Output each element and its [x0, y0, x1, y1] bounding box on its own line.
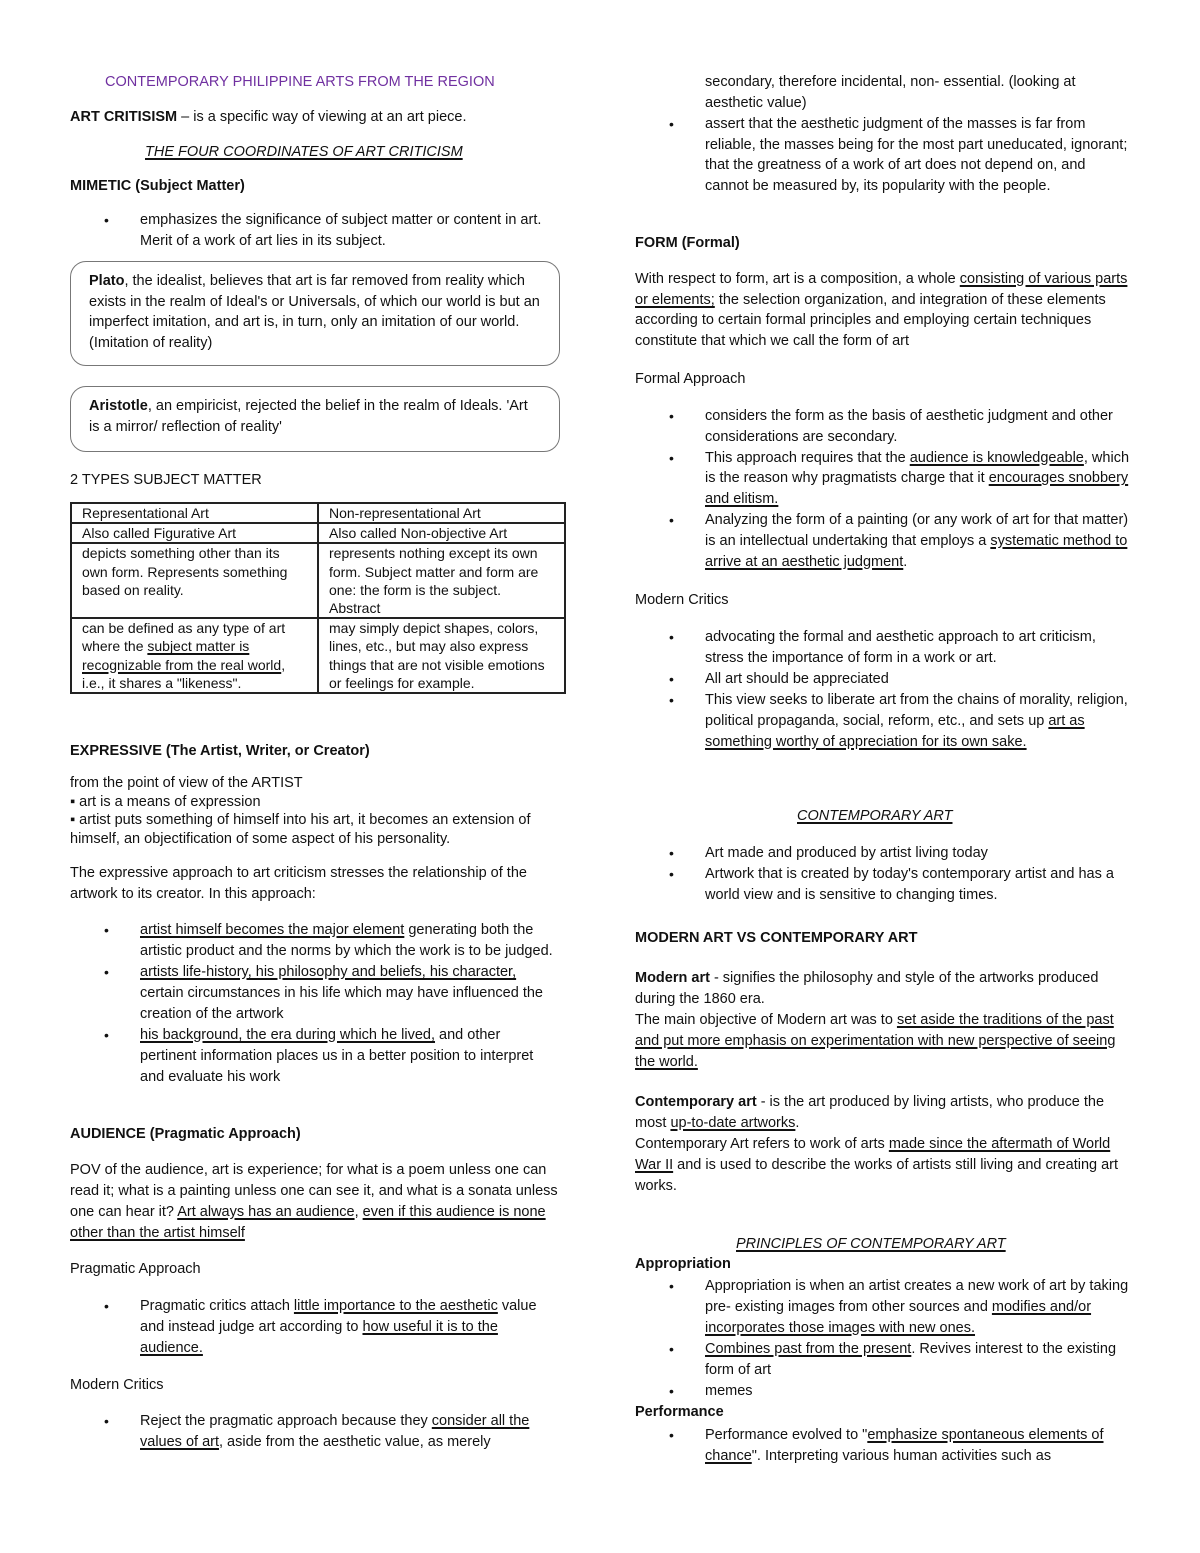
- modern-art-definition: Modern art - signifies the philosophy and style of the artworks produced during the 1860 era.: [635, 970, 1099, 1007]
- list-item: • advocating the formal and aesthetic approach to art criticism, stress the importance of form in a work or art.: [635, 627, 1130, 669]
- formal-approach-label: Formal Approach: [635, 371, 746, 387]
- form-paragraph: With respect to form, art is a composition, a whole consisting of various parts or elements; the selection organization, and integration of these elements according to certain formal principles and employing certain techniques constitute that which we call the form of art: [635, 271, 1128, 349]
- modern-critics-label-right: Modern Critics: [635, 592, 729, 608]
- expressive-intro: [70, 774, 555, 848]
- appropriation-list: [635, 1276, 1130, 1402]
- plato-text: Plato, the idealist, believes that art is far removed from reality which exists in the realm of Ideal's or Universals, of which our world is but an imperfect imitation, and art is, in turn, only an imitation of our world. (Imitation of reality): [89, 273, 540, 351]
- list-item: • Pragmatic critics attach little importance to the aesthetic value and instead judge art according to how useful it is to the audience.: [70, 1296, 550, 1359]
- table-row: [71, 618, 565, 693]
- plato-callout: [70, 261, 560, 366]
- list-item: • Performance evolved to "emphasize spontaneous elements of chance". Interpreting various human activities such as: [635, 1425, 1130, 1467]
- pragmatic-list: [70, 1296, 550, 1359]
- list-item: • assert that the aesthetic judgment of the masses is far from reliable, the masses being for the most part uneducated, ignorant; that the greatness of a work of art does not depend on, and cannot be measured by, its popularity with the people.: [635, 114, 1130, 196]
- expressive-list: [70, 920, 560, 1088]
- modern-vs-contemporary-heading: MODERN ART VS CONTEMPORARY ART: [635, 930, 918, 946]
- expressive-line: ▪ artist puts something of himself into his art, it becomes an extension of himself, an objectification of some aspect of his personality.: [70, 812, 531, 847]
- contemporary-art-heading: CONTEMPORARY ART: [797, 808, 953, 824]
- expressive-line: ▪ art is a means of expression: [70, 793, 261, 810]
- table-cell: depicts something other than its own form. Represents something based on reality.: [71, 543, 318, 618]
- audience-heading: AUDIENCE (Pragmatic Approach): [70, 1126, 301, 1142]
- contemporary-art-definition: Contemporary art - is the art produced by living artists, who produce the most up-to-date artworks.: [635, 1094, 1105, 1131]
- subject-matter-table: [70, 502, 566, 694]
- list-item: • emphasizes the significance of subject matter or content in art. Merit of a work of art lies in its subject.: [70, 210, 550, 251]
- formal-approach-list: [635, 406, 1130, 572]
- art-criticism-definition: ART CRITISISM – is a specific way of viewing at an art piece.: [70, 109, 467, 125]
- table-cell: represents nothing except its own form. Subject matter and form are one: the form is the subject. Abstract: [318, 543, 565, 618]
- list-item: • artists life-history, his philosophy and beliefs, his character, certain circumstances in his life which may have influenced the creation of the artwork: [70, 962, 560, 1025]
- pragmatic-approach-label: Pragmatic Approach: [70, 1261, 201, 1277]
- contemporary-art-list: [635, 843, 1130, 906]
- principles-heading: PRINCIPLES OF CONTEMPORARY ART: [736, 1236, 1006, 1252]
- table-row: [71, 543, 565, 618]
- appropriation-heading: Appropriation: [635, 1256, 731, 1272]
- table-header-cell: Representational Art: [71, 503, 318, 523]
- expressive-line: from the point of view of the ARTIST: [70, 775, 303, 791]
- list-item: • This approach requires that the audience is knowledgeable, which is the reason why pragmatists charge that it encourages snobbery and elitism.: [635, 448, 1130, 510]
- mimetic-list: [70, 210, 550, 251]
- continued-list: [635, 114, 1130, 196]
- list-item: • All art should be appreciated: [635, 669, 1130, 690]
- modern-critics-label: Modern Critics: [70, 1377, 164, 1393]
- list-item: • This view seeks to liberate art from the chains of morality, religion, political propaganda, social, reform, etc., and sets up art as something worthy of appreciation for its own sake.: [635, 690, 1130, 753]
- expressive-heading: EXPRESSIVE (The Artist, Writer, or Creator): [70, 743, 370, 759]
- table-row: [71, 503, 565, 523]
- modern-art-objective: The main objective of Modern art was to set aside the traditions of the past and put more emphasis on experimentation with new perspective of seeing the world.: [635, 1012, 1116, 1070]
- table-cell: Also called Non-objective Art: [318, 523, 565, 543]
- list-item: • Combines past from the present. Revives interest to the existing form of art: [635, 1339, 1130, 1381]
- modern-critics-list-right: [635, 627, 1130, 753]
- list-item: • considers the form as the basis of aesthetic judgment and other considerations are secondary.: [635, 406, 1130, 448]
- audience-paragraph: POV of the audience, art is experience; for what is a poem unless one can read it; what is a painting unless one can see it, and what is a sonata unless one can hear it? Art always has an audience, even if this audience is none other than the artist himself: [70, 1162, 558, 1241]
- modern-critics-list: [70, 1411, 565, 1453]
- list-item: • Reject the pragmatic approach because they consider all the values of art, aside from the aesthetic value, as merely: [70, 1411, 565, 1453]
- list-item: • his background, the era during which he lived, and other pertinent information places us in a better position to interpret and evaluate his work: [70, 1025, 560, 1088]
- list-item: • Analyzing the form of a painting (or any work of art for that matter) is an intellectual undertaking that employs a systematic method to arrive at an aesthetic judgment.: [635, 510, 1130, 572]
- document-title: CONTEMPORARY PHILIPPINE ARTS FROM THE REGION: [105, 74, 495, 90]
- list-item: • Art made and produced by artist living today: [635, 843, 1130, 864]
- list-item: • Appropriation is when an artist creates a new work of art by taking pre- existing images from other sources and modifies and/or incorporates those images with new ones.: [635, 1276, 1130, 1339]
- continued-bullet-text: secondary, therefore incidental, non- essential. (looking at aesthetic value): [705, 74, 1076, 111]
- expressive-paragraph: The expressive approach to art criticism stresses the relationship of the artwork to its creator. In this approach:: [70, 865, 527, 902]
- performance-heading: Performance: [635, 1404, 724, 1420]
- list-item: • Artwork that is created by today's contemporary artist and has a world view and is sensitive to changing times.: [635, 864, 1130, 906]
- four-coordinates-heading: THE FOUR COORDINATES OF ART CRITICISM: [145, 144, 463, 160]
- contemporary-art-reference: Contemporary Art refers to work of arts made since the aftermath of World War II and is used to describe the works of artists still living and creating art works.: [635, 1136, 1119, 1194]
- table-cell: can be defined as any type of art where the subject matter is recognizable from the real world, i.e., it shares a "likeness".: [71, 618, 318, 693]
- aristotle-callout: [70, 386, 560, 452]
- table-cell: Also called Figurative Art: [71, 523, 318, 543]
- subject-types-heading: 2 TYPES SUBJECT MATTER: [70, 472, 262, 488]
- performance-list: [635, 1425, 1130, 1467]
- table-cell: may simply depict shapes, colors, lines, etc., but may also express things that are not visible emotions or feelings for example.: [318, 618, 565, 693]
- table-header-cell: Non-representational Art: [318, 503, 565, 523]
- form-heading: FORM (Formal): [635, 235, 740, 251]
- aristotle-text: Aristotle, an empiricist, rejected the belief in the realm of Ideals. 'Art is a mirror/ reflection of reality': [89, 398, 528, 435]
- mimetic-heading: MIMETIC (Subject Matter): [70, 178, 245, 194]
- table-row: [71, 523, 565, 543]
- list-item: • artist himself becomes the major element generating both the artistic product and the norms by which the work is to be judged.: [70, 920, 560, 962]
- list-item: • memes: [635, 1381, 1130, 1402]
